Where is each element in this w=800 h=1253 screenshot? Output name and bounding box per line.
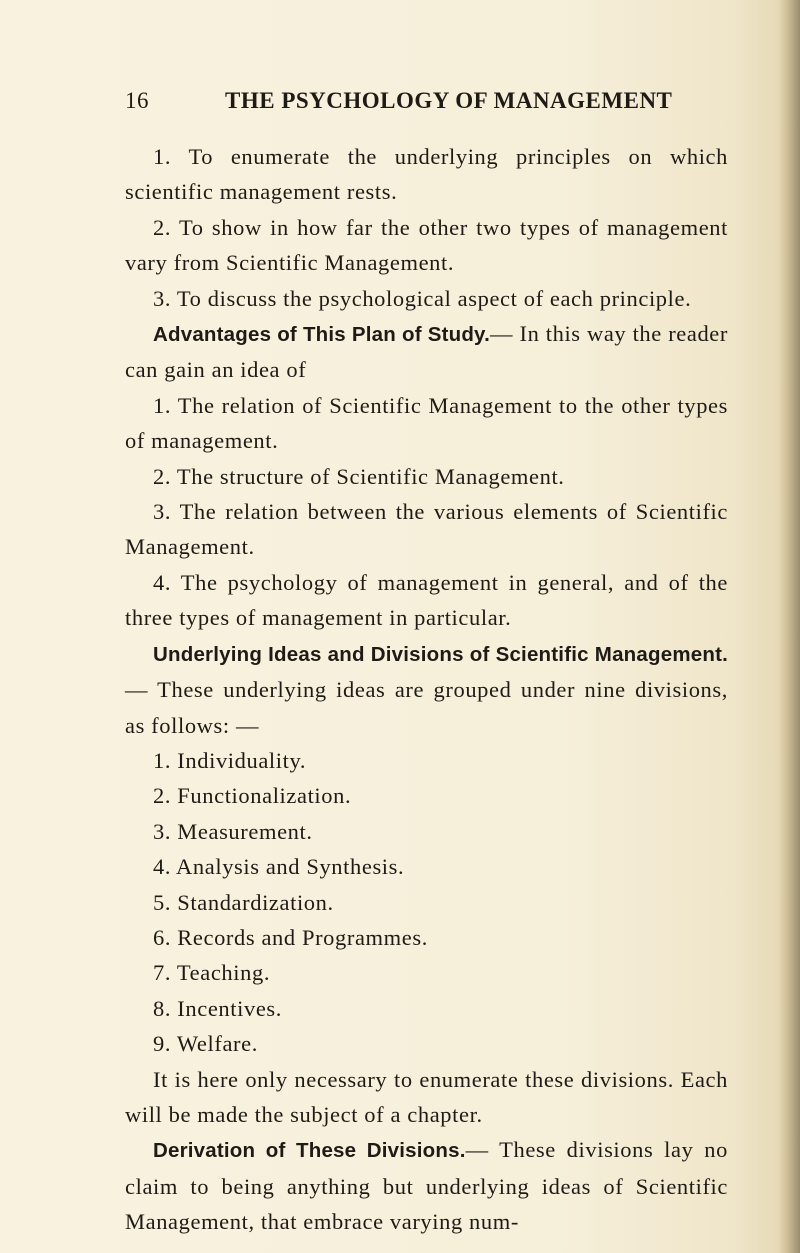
page-edge-shadow [778,0,800,1253]
division-item: 5. Standardization. [153,889,334,915]
advantage-item: 3. The relation between the various elements of Scientific Management. [125,499,728,560]
divisions-text: — These underlying ideas are grouped under nine divisions, as follows: — [125,677,728,738]
derivation-heading: Derivation of These Divisions. [153,1139,466,1163]
aim-item: 2. To show in how far the other two types of management vary from Scientific Management. [125,214,728,276]
body-text [125,139,728,1240]
advantages-paragraph [125,316,728,388]
division-item: 4. Analysis and Synthesis. [153,854,405,880]
division-item: 7. Teaching. [153,960,271,986]
division-item: 8. Incentives. [153,995,282,1021]
division-item: 3. Measurement. [153,818,313,844]
advantage-item: 2. The structure of Scientific Management. [153,463,565,489]
running-title: THE PSYCHOLOGY OF MANAGEMENT [225,88,673,113]
derivation-text: — These divisions lay no claim to being anything but underlying ideas of Scientific Management, that embrace varying num- [125,1137,728,1235]
aim-item: 3. To discuss the psychological aspect of each principle. [153,285,692,311]
advantage-item: 1. The relation of Scientific Management to the other types of management. [125,392,728,454]
division-item: 2. Functionalization. [153,783,352,809]
advantages-heading: Advantages of This Plan of Study. [153,323,491,347]
division-item: 6. Records and Programmes. [153,924,428,950]
division-item: 1. Individuality. [153,747,307,773]
advantage-item: 4. The psychology of management in general, and of the three types of management in particular. [125,569,728,631]
divisions-heading: Underlying Ideas and Divisions of Scientific Management. [153,642,728,666]
aim-item: 1. To enumerate the underlying principles on which scientific management rests. [125,144,728,205]
divisions-closing: It is here only necessary to enumerate these divisions. Each will be made the subject of a chapter. [125,1066,728,1127]
running-head [125,88,673,118]
advantages-text: — In this way the reader can gain an idea of [125,321,728,383]
divisions-paragraph [125,636,728,743]
derivation-paragraph [125,1132,728,1239]
page-number: 16 [125,88,149,113]
division-item: 9. Welfare. [153,1031,258,1057]
